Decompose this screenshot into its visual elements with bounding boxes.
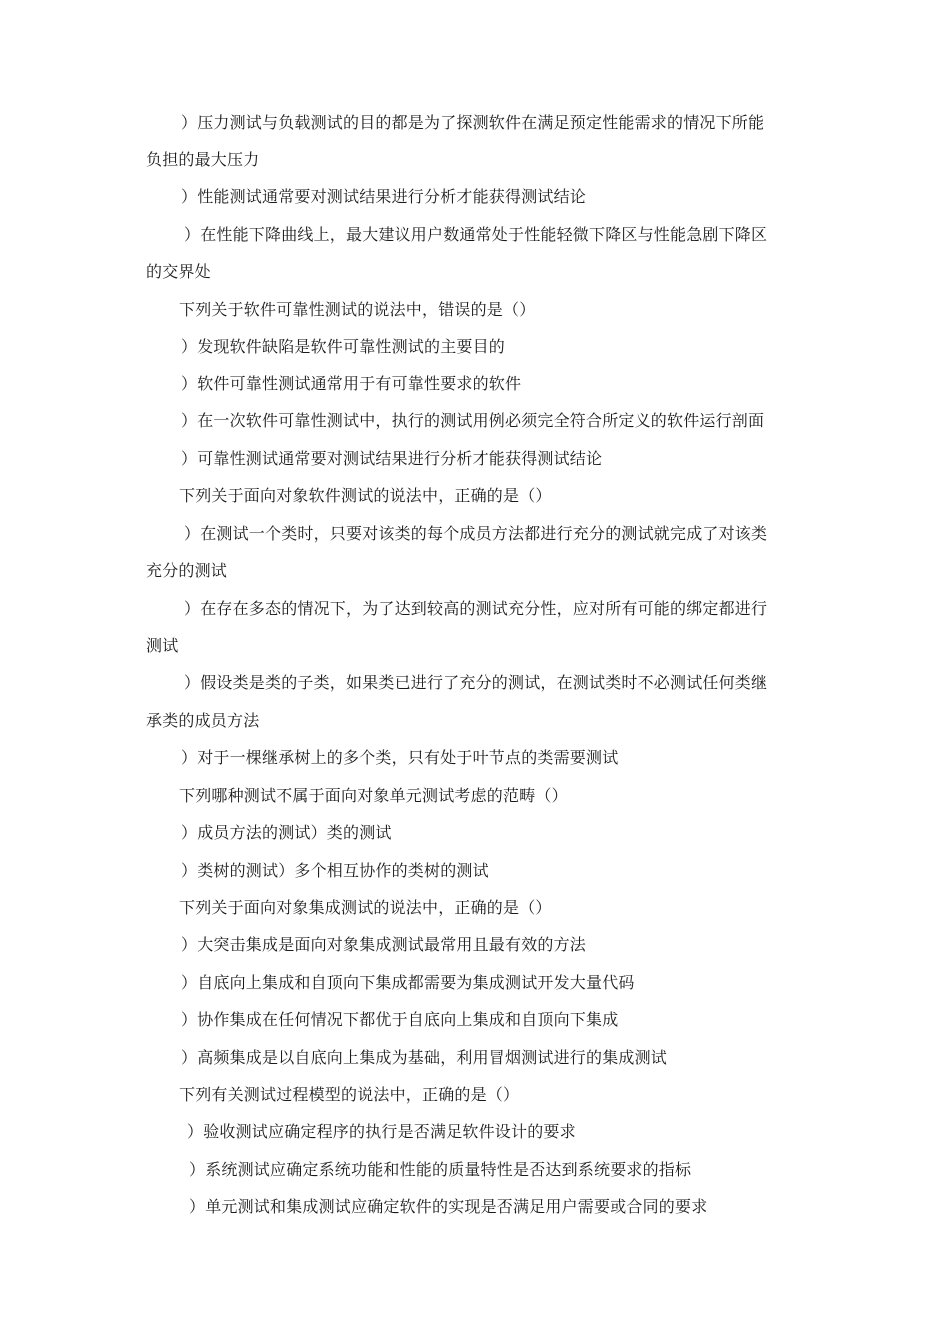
option-line: ）成员方法的测试）类的测试 xyxy=(181,823,392,842)
option-line: ）自底向上集成和自顶向下集成都需要为集成测试开发大量代码 xyxy=(181,973,635,992)
text-line: ）性能测试通常要对测试结果进行分析才能获得测试结论 xyxy=(181,187,587,206)
question-line: 下列关于面向对象软件测试的说法中，正确的是（） xyxy=(179,486,552,505)
option-line: ）对于一棵继承树上的多个类，只有处于叶节点的类需要测试 xyxy=(181,748,619,767)
question-line: 下列哪种测试不属于面向对象单元测试考虑的范畴（） xyxy=(179,786,568,805)
option-line: ）假设类是类的子类，如果类已进行了充分的测试，在测试类时不必测试任何类继 xyxy=(184,673,768,692)
question-line: 下列关于面向对象集成测试的说法中，正确的是（） xyxy=(179,898,552,917)
option-line: ）高频集成是以自底向上集成为基础，利用冒烟测试进行的集成测试 xyxy=(181,1048,668,1067)
question-line: 下列有关测试过程模型的说法中，正确的是（） xyxy=(179,1085,520,1104)
option-line: ）软件可靠性测试通常用于有可靠性要求的软件 xyxy=(181,374,522,393)
option-line: ）验收测试应确定程序的执行是否满足软件设计的要求 xyxy=(187,1122,576,1141)
option-line: ）在一次软件可靠性测试中，执行的测试用例必须完全符合所定义的软件运行剖面 xyxy=(181,411,765,430)
text-line: ）在性能下降曲线上，最大建议用户数通常处于性能轻微下降区与性能急剧下降区 xyxy=(184,225,768,244)
text-line: 测试 xyxy=(146,636,179,655)
text-line: 的交界处 xyxy=(146,262,211,281)
question-line: 下列关于软件可靠性测试的说法中，错误的是（） xyxy=(179,300,536,319)
option-line: ）发现软件缺陷是软件可靠性测试的主要目的 xyxy=(181,337,506,356)
option-line: ）协作集成在任何情况下都优于自底向上集成和自顶向下集成 xyxy=(181,1010,619,1029)
text-line: 负担的最大压力 xyxy=(146,150,260,169)
option-line: ）大突击集成是面向对象集成测试最常用且最有效的方法 xyxy=(181,935,587,954)
option-line: ）系统测试应确定系统功能和性能的质量特性是否达到系统要求的指标 xyxy=(189,1160,692,1179)
option-line: ）类树的测试）多个相互协作的类树的测试 xyxy=(181,861,489,880)
text-line: 承类的成员方法 xyxy=(146,711,260,730)
option-line: ）单元测试和集成测试应确定软件的实现是否满足用户需要或合同的要求 xyxy=(189,1197,708,1216)
option-line: ）可靠性测试通常要对测试结果进行分析才能获得测试结论 xyxy=(181,449,603,468)
text-line: 充分的测试 xyxy=(146,561,228,580)
option-line: ）在测试一个类时，只要对该类的每个成员方法都进行充分的测试就完成了对该类 xyxy=(184,524,768,543)
option-line: ）在存在多态的情况下，为了达到较高的测试充分性，应对所有可能的绑定都进行 xyxy=(184,599,768,618)
text-line: ）压力测试与负载测试的目的都是为了探测软件在满足预定性能需求的情况下所能 xyxy=(181,113,765,132)
